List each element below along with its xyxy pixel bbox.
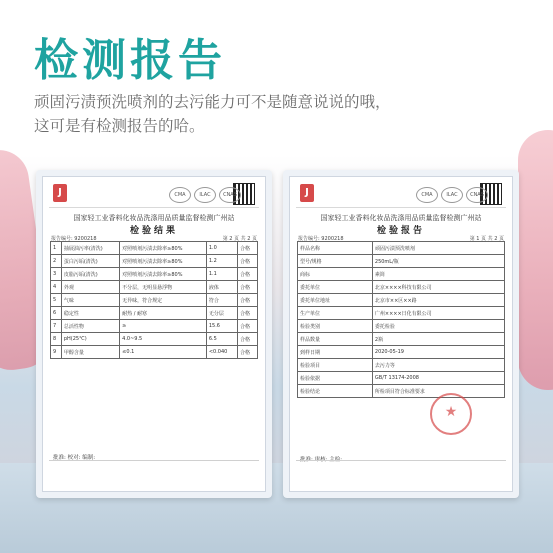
table-cell: 合格 [238,307,258,320]
table-cell: 总活性物 [61,320,119,333]
table-cell: 6 [51,307,62,320]
organization-name: 国家轻工业香料化妆品洗涤用品质量监督检测广州站 [73,214,235,222]
document-title: 检验报告 [376,226,425,236]
table-cell: 去污力等 [372,359,504,372]
table-row [51,294,258,307]
table-cell: 委托检验 [372,320,504,333]
table-cell: 抽展油污率(清洗) [61,242,119,255]
table-cell: 4.0~9.5 [120,333,207,346]
page-number: 第 1 页 共 2 页 [469,236,504,242]
table-cell: 顽固污渍预洗喷剂 [372,242,504,255]
table-cell: 15.6 [206,320,237,333]
report-footer [49,460,259,481]
table-row [51,333,258,346]
table-cell: 5 [51,294,62,307]
document-title: 检验结果 [129,226,178,236]
table-cell: 合格 [238,281,258,294]
table-cell: 250mL/瓶 [372,255,504,268]
table-cell: 合格 [238,242,258,255]
table-row [51,268,258,281]
page-number: 第 2 页 共 2 页 [222,236,257,242]
table-cell: 无异味，符合规定 [120,294,207,307]
table-cell: 2 [51,255,62,268]
table-cell: 合格 [238,333,258,346]
table-cell: 委托单位 [298,281,373,294]
table-row [298,281,505,294]
table-cell: 所检项目符合标准要求 [372,385,504,398]
table-row [298,255,505,268]
table-cell: 北京市××区××路 [372,294,504,307]
table-cell: 符合 [206,294,237,307]
table-cell: 样品名称 [298,242,373,255]
table-cell: 2020-05-19 [372,346,504,359]
table-cell: 广州××××日化有限公司 [372,307,504,320]
signature-line: 批准: 校对: 编制: [53,455,96,461]
table-cell: 蛋白污垢(清洗) [61,255,119,268]
table-row [298,242,505,255]
table-cell: <0.040 [206,346,237,359]
table-row [51,255,258,268]
table-cell: 4 [51,281,62,294]
table-row [298,372,505,385]
table-cell: 外观 [61,281,119,294]
report-header [296,181,506,208]
table-cell: 检验项目 [298,359,373,372]
table-cell: 1 [51,242,62,255]
cnas-badge-icon: CNAS [466,187,488,203]
report-card-cover [283,170,519,498]
table-cell: 6.5 [206,333,237,346]
table-cell: 对照喷剂污渍去除率≥80% [120,242,207,255]
report-number: 报告编号: 9200218 [298,236,344,242]
ilac-badge-icon: ILAC [441,187,463,203]
table-cell: GB/T 13174-2008 [372,372,504,385]
table-cell: 稳定性 [61,307,119,320]
table-cell: 无分层 [206,307,237,320]
table-cell: 合格 [238,294,258,307]
table-cell: 素简 [372,268,504,281]
table-cell: 对照喷剂污渍去除率≥80% [120,268,207,281]
table-cell: 委托单位地址 [298,294,373,307]
table-cell: 样品数量 [298,333,373,346]
table-row [51,281,258,294]
table-cell: 2瓶 [372,333,504,346]
results-table [50,241,258,359]
table-row [298,268,505,281]
report-card-results [36,170,272,498]
table-row [298,320,505,333]
table-cell: 1.0 [206,242,237,255]
table-cell: 生产单位 [298,307,373,320]
table-cell: 不分层，无明显悬浮物 [120,281,207,294]
table-cell: pH(25℃) [61,333,119,346]
table-cell: 型号/规格 [298,255,373,268]
signature-line: 批准: 审核: 主检: [300,457,343,463]
table-cell: 北京××××科技有限公司 [372,281,504,294]
report-page [42,176,266,492]
cnas-badge-icon: CNAS [219,187,241,203]
table-cell: 商标 [298,268,373,281]
table-row [298,294,505,307]
cma-badge-icon: CMA [169,187,191,203]
table-cell: 合格 [238,346,258,359]
lab-logo-icon: J [300,184,314,202]
table-cell: 检验依据 [298,372,373,385]
table-cell: 液体 [206,281,237,294]
table-cell: 检验类别 [298,320,373,333]
report-footer [296,460,506,481]
ilac-badge-icon: ILAC [194,187,216,203]
page-title: 检测报告 [34,35,226,86]
cma-badge-icon: CMA [416,187,438,203]
organization-name: 国家轻工业香料化妆品洗涤用品质量监督检测广州站 [320,214,482,222]
table-cell: ≥ [120,320,207,333]
report-page [289,176,513,492]
official-seal-icon [430,393,472,435]
decor-shape-right [518,130,553,390]
table-cell: 合格 [238,320,258,333]
table-cell: 到样日期 [298,346,373,359]
report-number: 报告编号: 9200218 [51,236,97,242]
table-cell: 9 [51,346,62,359]
lab-logo-icon: J [53,184,67,202]
table-row [51,320,258,333]
table-cell: 耐热 / 耐寒 [120,307,207,320]
table-row [298,307,505,320]
table-cell: 8 [51,333,62,346]
table-cell: 1.1 [206,268,237,281]
table-row [298,333,505,346]
table-row [51,242,258,255]
table-row [51,307,258,320]
table-cell: 甲醇含量 [61,346,119,359]
table-cell: 气味 [61,294,119,307]
table-cell: 对照喷剂污渍去除率≥80% [120,255,207,268]
table-cell: 检验结论 [298,385,373,398]
report-header [49,181,259,208]
table-row [51,346,258,359]
description-line-1: 顽固污渍预洗喷剂的去污能力可不是随意说说的哦， [34,93,391,111]
info-table [297,241,505,398]
description-line-2: 这可是有检测报告的哈。 [34,117,205,135]
table-cell: 合格 [238,255,258,268]
table-cell: ≤0.1 [120,346,207,359]
table-cell: 皮脂污垢(清洗) [61,268,119,281]
table-cell: 1.2 [206,255,237,268]
table-cell: 合格 [238,268,258,281]
description [34,90,514,138]
table-row [298,346,505,359]
table-cell: 3 [51,268,62,281]
table-row [298,385,505,398]
table-row [298,359,505,372]
table-cell: 7 [51,320,62,333]
